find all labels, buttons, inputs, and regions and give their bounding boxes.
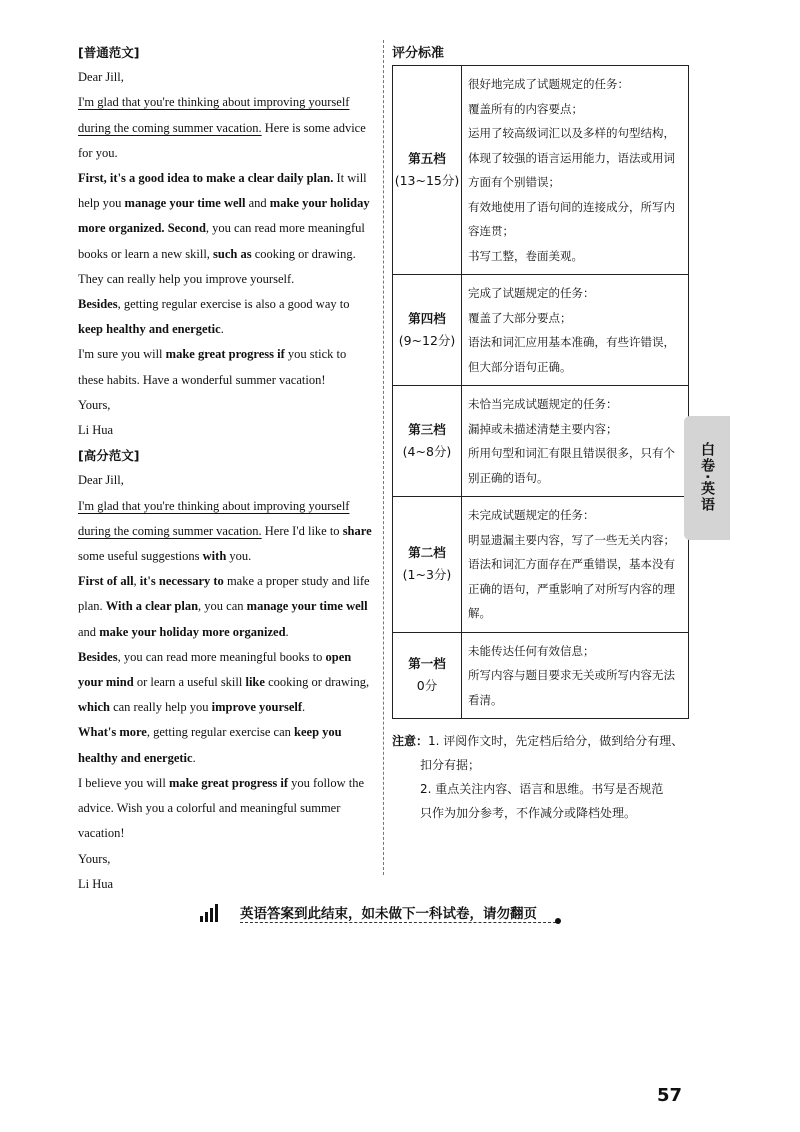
essay1-underlined-2: during the coming summer vacation.: [78, 120, 262, 135]
page-number: 57: [657, 1085, 683, 1106]
rubric-criterion: 明显遗漏主要内容，写了一些无关内容；: [468, 532, 675, 547]
rubric-criterion: 很好地完成了试题规定的任务：: [468, 77, 629, 91]
end-of-section-banner: [200, 900, 570, 930]
rubric-level-range: (1~3分): [402, 567, 452, 583]
subject-side-tab: [684, 416, 730, 540]
rubric-notes: 注意：1. 评阅作文时，先定档后给分，做到给分有理、 扣分有据； 2. 重点关注内容、语言和思维。书写是否规范 只作为加分参考，不作减分或降档处理。: [392, 729, 692, 825]
essay2-paragraph-4: What's more, getting regular exercise can keep you healthy and energetic.: [78, 725, 342, 765]
rubric-criterion: 所用句型和词汇有限且错误很多，只有个别正确的语句。: [468, 446, 675, 485]
rubric-criteria-cell: [462, 632, 689, 719]
rubric-title: 评分标准: [392, 46, 445, 61]
rubric-criterion: 完成了试题规定的任务：: [468, 286, 595, 300]
rubric-row: [393, 66, 689, 275]
rubric-level-cell: [393, 497, 462, 633]
banner-dot-icon: [555, 918, 561, 924]
essay2-paragraph-3: Besides, you can read more meaningful books to open your mind or learn a useful skill like cooking or drawing, which can really help you improve yourself.: [78, 649, 370, 715]
essay1-opening: I'm glad that you're thinking about improving yourself during the coming summer vacation. Here is some advice for you.: [78, 95, 366, 160]
sample-essays-column: [78, 40, 374, 897]
essay1-paragraph-3: Besides, getting regular exercise is also a good way to keep healthy and energetic.: [78, 297, 350, 337]
essay1-paragraph-2: First, it's a good idea to make a clear daily plan. It will help you manage your time well and make your holiday more organized. Second, you can read more meaningful books or learn a new skill, such as cooking or drawing. They can really help you improve yourself.: [78, 171, 370, 286]
notes-label: 注意：: [392, 734, 429, 748]
rubric-level-cell: [393, 66, 462, 275]
rubric-criterion: 运用了较高级词汇以及多样的句型结构，体现了较强的语言运用能力，语法或用词方面有个别错误；: [468, 126, 675, 189]
rubric-criterion: 未完成试题规定的任务：: [468, 508, 595, 522]
rubric-criterion: 书写工整，卷面美观。: [468, 248, 583, 263]
rubric-criterion: 漏掉或未描述清楚主要内容；: [468, 421, 618, 436]
rubric-row: [393, 275, 689, 386]
column-divider: [383, 40, 384, 875]
signal-bars-icon: [200, 904, 220, 922]
rubric-level-name: 第五档: [408, 151, 446, 166]
rubric-criterion: 所写内容与题目要求无关或所写内容无法看清。: [468, 668, 675, 707]
rubric-level-range: (9~12分): [398, 333, 456, 348]
essay2-underlined-1: I'm glad that you're thinking about improving yourself: [78, 498, 350, 513]
rubric-criterion: 覆盖所有的内容要点；: [468, 101, 583, 116]
rubric-level-name: 第二档: [408, 545, 446, 561]
rubric-criterion: 语法和词汇应用基本准确，有些许错误，但大部分语句正确。: [468, 335, 675, 374]
rubric-criterion: 有效地使用了语句间的连接成分，所写内容连贯；: [468, 199, 675, 238]
rubric-level-cell: [393, 632, 462, 719]
rubric-level-name: 第三档: [408, 422, 446, 437]
note-1: 1. 评阅作文时，先定档后给分，做到给分有理、: [428, 734, 684, 748]
rubric-criteria-cell: [462, 497, 689, 633]
note-2: 2. 重点关注内容、语言和思维。书写是否规范: [420, 782, 664, 796]
essay1-heading: [普通范文]: [78, 45, 140, 60]
essay2-opening: I'm glad that you're thinking about improving yourself during the coming summer vacation. Here I'd like to share some useful suggestions with you.: [78, 498, 372, 564]
rubric-criterion: 覆盖了大部分要点；: [468, 310, 572, 325]
rubric-row: [393, 497, 689, 633]
essay1-closing: Yours,: [78, 397, 111, 412]
rubric-level-name: 第一档: [408, 656, 446, 672]
rubric-criterion: 未恰当完成试题规定的任务：: [468, 397, 618, 411]
essay2-salutation: Dear Jill,: [78, 473, 124, 488]
end-notice: 英语答案到此结束，如未做下一科试卷，请勿翻页: [240, 906, 537, 922]
banner-dashed-line: [240, 922, 556, 923]
rubric-criterion: 语法和词汇方面存在严重错误，基本没有正确的语句，严重影响了对所写内容的理解。: [468, 557, 675, 620]
essay2-underlined-2: during the coming summer vacation.: [78, 523, 262, 538]
essay2-closing: Yours,: [78, 851, 111, 866]
essay1-paragraph-4: I'm sure you will make great progress if you stick to these habits. Have a wonderful summer vacation!: [78, 347, 347, 387]
essay1-signature: Li Hua: [78, 423, 114, 438]
rubric-column: [392, 42, 692, 825]
rubric-row: [393, 386, 689, 497]
rubric-criteria-cell: [462, 386, 689, 497]
essay2-heading: [高分范文]: [78, 448, 140, 464]
rubric-criteria-cell: [462, 275, 689, 386]
rubric-level-cell: [393, 386, 462, 497]
rubric-level-cell: [393, 275, 462, 386]
rubric-level-range: 0分: [416, 678, 438, 694]
rubric-criterion: 未能传达任何有效信息；: [468, 643, 595, 658]
rubric-criteria-cell: [462, 66, 689, 275]
side-tab-label: 白卷·英语: [699, 442, 715, 514]
rubric-level-range: (4~8分): [402, 444, 452, 459]
rubric-level-range: (13~15分): [394, 173, 460, 188]
essay1-underlined-1: I'm glad that you're thinking about improving yourself: [78, 95, 350, 110]
rubric-table: [392, 65, 689, 719]
essay2-signature: Li Hua: [78, 876, 114, 891]
essay2-paragraph-2: First of all, it's necessary to make a proper study and life plan. With a clear plan, you can manage your time well and make your holiday more organized.: [78, 574, 370, 639]
essay1-salutation: Dear Jill,: [78, 70, 124, 85]
essay2-paragraph-5: I believe you will make great progress if you follow the advice. Wish you a colorful and meaningful summer vacation!: [78, 775, 365, 841]
rubric-row: [393, 632, 689, 719]
rubric-level-name: 第四档: [408, 311, 446, 326]
